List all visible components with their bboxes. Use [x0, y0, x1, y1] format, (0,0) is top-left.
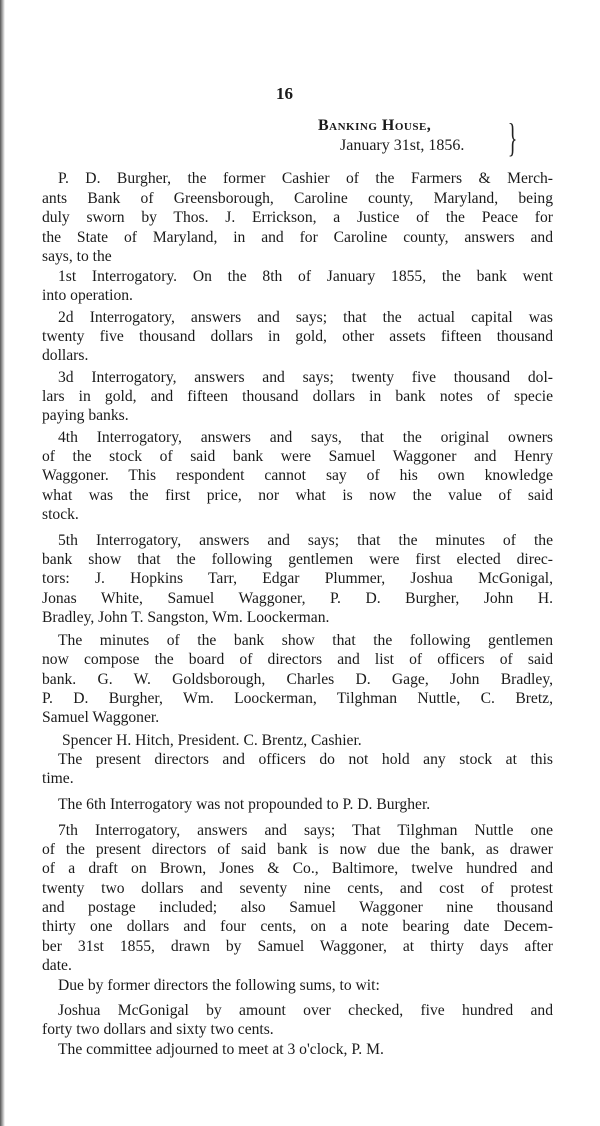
text-line: Waggoner. This respondent cannot say of his own knowledge [42, 467, 553, 484]
brace-mark: } [507, 115, 518, 160]
text-line: ants Bank of Greensborough, Caroline county, Maryland, being [42, 190, 553, 207]
text-line: The 6th Interrogatory was not propounded to P. D. Burgher. [58, 796, 431, 813]
text-line: thirty one dollars and four cents, on a note bearing date Decem- [42, 918, 553, 935]
text-line: into operation. [42, 287, 133, 304]
text-line: paying banks. [42, 407, 129, 424]
text-line: ber 31st 1855, drawn by Samuel Waggoner, at thirty days after [42, 938, 553, 955]
text-line: says, to the [42, 248, 112, 265]
text-line: Samuel Waggoner. [42, 709, 160, 726]
text-line: of the stock of said bank were Samuel Waggoner and Henry [42, 448, 553, 465]
text-line: stock. [42, 506, 79, 523]
text-line: 3d Interrogatory, answers and says; twenty five thousand dol- [58, 369, 553, 386]
text-line: Jonas White, Samuel Waggoner, P. D. Burgher, John H. [42, 590, 553, 607]
text-line: dollars. [42, 347, 89, 364]
text-line: The committee adjourned to meet at 3 o'clock, P. M. [58, 1041, 384, 1058]
text-line: 1st Interrogatory. On the 8th of January 1855, the bank went [58, 268, 553, 285]
text-line: duly sworn by Thos. J. Errickson, a Justice of the Peace for [42, 209, 553, 226]
text-line: 2d Interrogatory, answers and says; that the actual capital was [58, 309, 553, 326]
heading-date: January 31st, 1856. [340, 137, 465, 154]
text-line: 7th Interrogatory, answers and says; That Tilghman Nuttle one [58, 822, 553, 839]
text-line: Due by former directors the following sums, to wit: [58, 977, 380, 994]
text-line: twenty five thousand dollars in gold, other assets fifteen thousand [42, 328, 553, 345]
text-line: twenty two dollars and seventy nine cents, and cost of protest [42, 880, 553, 897]
text-line: the State of Maryland, in and for Caroline county, answers and [42, 229, 553, 246]
text-line: forty two dollars and sixty two cents. [42, 1021, 274, 1038]
text-line: 4th Interrogatory, answers and says, that the original owners [58, 429, 553, 446]
text-line: 5th Interrogatory, answers and says; that the minutes of the [58, 532, 553, 549]
text-line: P. D. Burgher, Wm. Loockerman, Tilghman Nuttle, C. Bretz, [42, 690, 553, 707]
text-line: of the present directors of said bank is now due the bank, as drawer [42, 841, 553, 858]
text-line: now compose the board of directors and list of officers of said [42, 651, 553, 668]
text-line: time. [42, 770, 74, 787]
page-number: 16 [276, 84, 293, 103]
text-line: P. D. Burgher, the former Cashier of the Farmers & Merch- [58, 170, 553, 187]
text-line: The present directors and officers do not hold any stock at this [58, 751, 553, 768]
text-line: Bradley, John T. Sangston, Wm. Loockerman. [42, 609, 330, 626]
text-line: Joshua McGonigal by amount over checked, five hundred and [58, 1002, 553, 1019]
text-line: The minutes of the bank show that the following gentlemen [58, 632, 553, 649]
scan-edge [0, 0, 5, 1126]
heading-place: Banking House, [318, 117, 432, 134]
text-line: date. [42, 957, 72, 974]
text-line: bank show that the following gentlemen were first elected direc- [42, 551, 553, 568]
text-line: what was the first price, nor what is now the value of said [42, 487, 553, 504]
text-line: of a draft on Brown, Jones & Co., Baltimore, twelve hundred and [42, 860, 553, 877]
text-line: lars in gold, and fifteen thousand dollars in bank notes of specie [42, 388, 553, 405]
text-line: bank. G. W. Goldsborough, Charles D. Gage, John Bradley, [42, 671, 553, 688]
text-line: tors: J. Hopkins Tarr, Edgar Plummer, Joshua McGonigal, [42, 570, 553, 587]
text-line: and postage included; also Samuel Waggoner nine thousand [42, 899, 553, 916]
text-line: Spencer H. Hitch, President. C. Brentz, Cashier. [62, 732, 362, 749]
